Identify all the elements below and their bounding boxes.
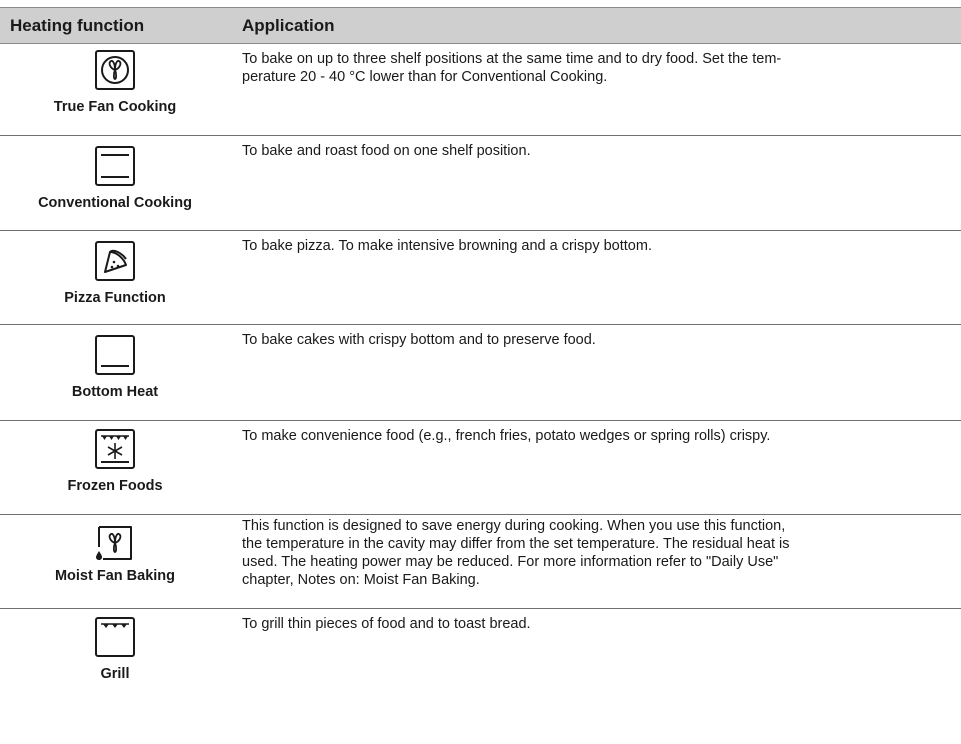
function-cell <box>0 609 230 699</box>
application-text: To make convenience food (e.g., french fries, potato wedges or spring rolls) crispy. <box>242 428 771 444</box>
table-row <box>0 421 961 515</box>
function-name: Frozen Foods <box>67 478 163 494</box>
function-name: Bottom Heat <box>71 384 159 400</box>
function-name: Pizza Function <box>64 290 166 306</box>
function-cell <box>0 44 230 135</box>
table-row <box>0 136 961 231</box>
top-bottom-heat-icon <box>95 146 135 186</box>
header-application: Application <box>242 15 335 35</box>
function-name: Grill <box>100 666 130 682</box>
heating-functions-table <box>0 7 961 699</box>
table-row <box>0 515 961 609</box>
table-row <box>0 609 961 699</box>
header-heating-function: Heating function <box>10 15 145 35</box>
function-name: True Fan Cooking <box>53 99 177 115</box>
table-row <box>0 44 961 136</box>
application-text: To bake cakes with crispy bottom and to preserve food. <box>242 332 596 348</box>
pizza-icon <box>95 241 135 281</box>
table-row <box>0 231 961 325</box>
function-name: Conventional Cooking <box>38 195 192 211</box>
snowflake-grill-icon <box>95 429 135 469</box>
moist-fan-icon <box>95 523 135 563</box>
function-cell <box>0 515 230 608</box>
application-text: To bake and roast food on one shelf position. <box>242 143 531 159</box>
application-text: To bake on up to three shelf positions at the same time and to dry food. Set the tem- perature 20 - 40 °C lower than for Conventional Cooking. <box>242 51 782 85</box>
table-header <box>0 7 961 44</box>
bottom-heat-icon <box>95 335 135 375</box>
function-cell <box>0 136 230 230</box>
application-text: To grill thin pieces of food and to toast bread. <box>242 616 531 632</box>
function-cell <box>0 421 230 514</box>
function-cell <box>0 231 230 324</box>
function-name: Moist Fan Baking <box>54 568 176 584</box>
application-text: To bake pizza. To make intensive browning and a crispy bottom. <box>242 238 652 254</box>
application-text: This function is designed to save energy during cooking. When you use this function, the temperature in the cavity may differ from the set temperature. The residual heat is used. The heating power may be reduced. For more information refer to "Daily Use" chapter, Notes on: Moist Fan Baking. <box>242 518 790 588</box>
fan-icon <box>95 50 135 90</box>
table-row <box>0 325 961 421</box>
grill-icon <box>95 617 135 657</box>
function-cell <box>0 325 230 420</box>
